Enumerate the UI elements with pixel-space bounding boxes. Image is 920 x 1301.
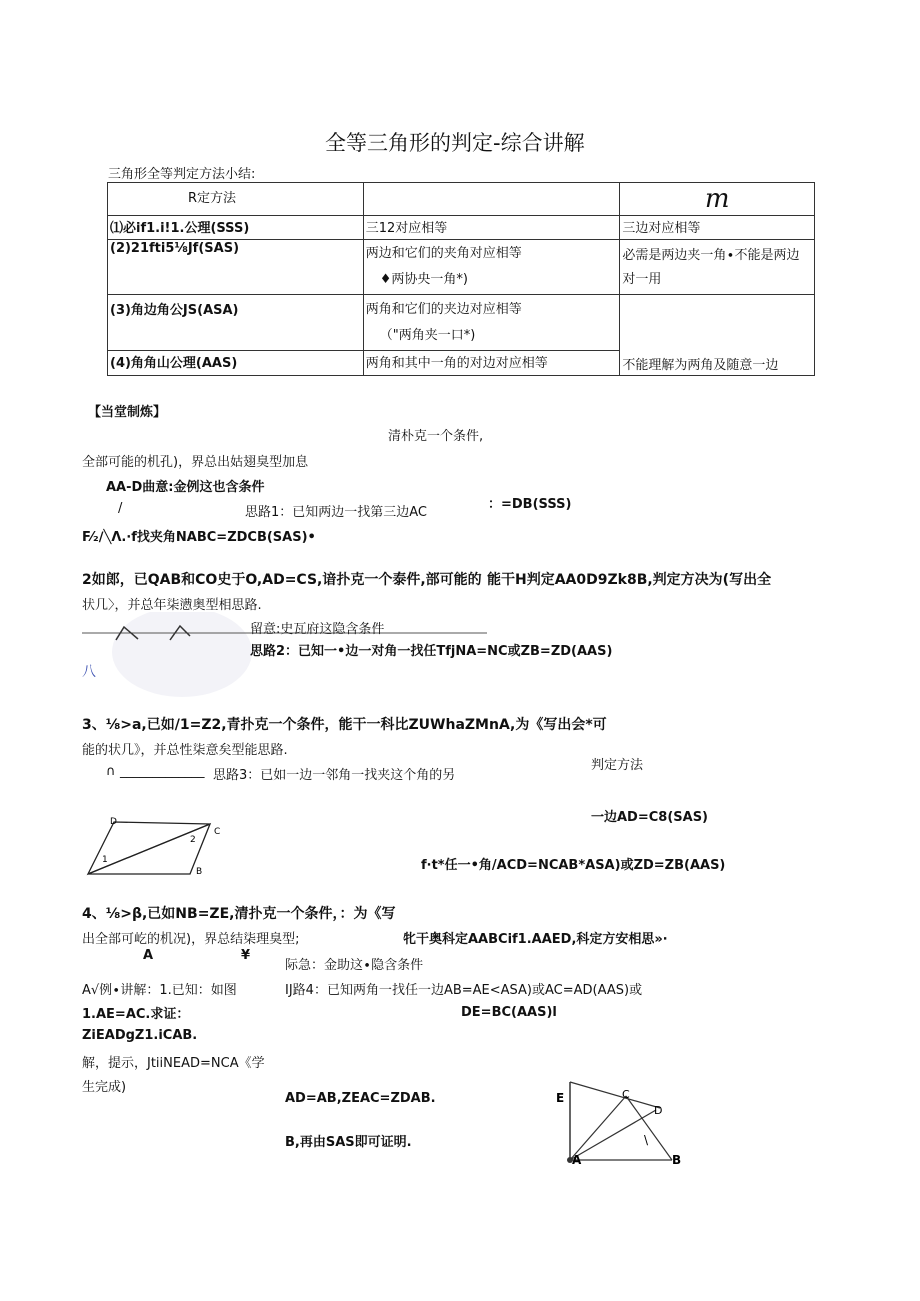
q4-label-c: C — [622, 1088, 630, 1101]
q3-line1: 3、⅛>a,已如/1=Z2,青扑克一个条件，能干一科比ZUWhaZMnA,为《写出会*可 — [82, 717, 607, 733]
row-condition: 三12对应相等 — [363, 216, 620, 240]
table-header-row — [108, 183, 815, 216]
q2-line2: 状几〉，并总年柒懑奥型相思路. — [82, 598, 262, 613]
q3-method: 判定方法 — [591, 758, 644, 773]
ex1-slash: / — [118, 501, 123, 516]
q2-line1-right: 能干H判定AA0D9Zk8B,判定方决为(写出全 — [487, 572, 772, 588]
q2-idea: 思路2：已知一•边一对角一找任TfjNA=NC或ZB=ZD(AAS) — [250, 644, 613, 659]
row-condition-line1: 两边和它们的夹角对应相等 — [365, 246, 522, 261]
row-note-line2: 对一用 — [622, 272, 662, 287]
ex1-label: AA-D曲意:金例这也含条件 — [106, 480, 265, 495]
q3-label-1: 1 — [102, 855, 108, 865]
q4-line-ed — [570, 1082, 660, 1108]
q2-line1-left: 2如郎，已QAB和CO史于O,AD=CS,谙扑克一个泰件,部可能的 — [82, 572, 482, 588]
table-row — [108, 216, 815, 240]
q3-figure — [84, 812, 234, 882]
row-condition-line2: （"两角夹一口*) — [379, 328, 476, 343]
q3-label-b: B — [196, 867, 203, 877]
page-title: 全等三角形的判定-综合讲解 — [325, 131, 585, 155]
q4-ex-label: A√例∙讲解：1.已知：如图 — [82, 983, 237, 998]
row-condition — [363, 295, 620, 351]
practice-heading: 【当堂制炼】 — [88, 405, 167, 420]
q4-yen: ¥ — [241, 948, 251, 963]
q2-figure-shadow — [112, 612, 252, 697]
q4-label-b: B — [672, 1153, 682, 1167]
q4-ae: 1.AE=AC.求证： — [82, 1007, 190, 1022]
q4-line-cb — [626, 1096, 672, 1160]
row-condition-line1: 两角和它们的夹边对应相等 — [365, 302, 522, 317]
q4-right: 牝干奥科定AABCif1.AAED,科定方安相思»∙ — [403, 932, 668, 947]
header-method: R定方法 — [108, 183, 364, 216]
ex1-db: ：=DB(SSS) — [488, 497, 572, 512]
q4-label-slash: \ — [644, 1133, 649, 1147]
q3-triangle-lower — [88, 824, 210, 874]
q3-comma: ∩ — [106, 764, 116, 779]
q4-hint: 际急：金助这∙隐含条件 — [285, 958, 424, 973]
q4-line1: 4、⅛>β,已如NB=ZE,清扑克一个条件，：为《写 — [82, 906, 396, 922]
row-method: (2)21fti5⅛Jf(SAS) — [108, 240, 364, 295]
q4-sol2: 生完成) — [82, 1080, 127, 1095]
row-note-line1: 必需是两边夹一角∙不能是两边 — [622, 248, 800, 263]
row-condition — [363, 240, 620, 295]
q4-de: DE=BC(AAS)l — [461, 1005, 557, 1020]
q4-ad: AD=AB,ZEAC=ZDAB. — [285, 1091, 436, 1106]
row-method: ⑴必if1.i!1.公理(SSS) — [108, 216, 364, 240]
row-condition-line2: ♦两协央一角*) — [379, 272, 468, 287]
q3-label-d: D — [110, 817, 117, 827]
q4-a: A — [143, 948, 154, 963]
header-m: m — [620, 183, 815, 216]
q4-label-d: D — [654, 1104, 663, 1117]
q4-label-e: E — [556, 1091, 565, 1105]
row-note: 不能理解为两角及随意一边 — [620, 295, 815, 376]
table-row — [108, 295, 815, 351]
row-condition: 两角和其中一角的对边对应相等 — [363, 351, 620, 376]
practice-line1: 清朴克一个条件, — [388, 429, 484, 444]
ex1-idea1: 思路1：已知两边一找第三边AC — [245, 505, 428, 520]
header-empty — [363, 183, 620, 216]
row-note — [620, 240, 815, 295]
q4-zi: ZiEADgZ1.iCAB. — [82, 1028, 198, 1043]
q3-line2: 能的状几》，并总性柒意矣型能思路. — [82, 743, 288, 758]
q3-idea: 思路3：已如一边一邻角一找夹这个角的另 — [213, 768, 456, 783]
q3-label-2: 2 — [190, 835, 196, 845]
summary-intro: 三角形全等判定方法小结: — [108, 167, 256, 182]
q4-sas: B,再由SAS即可证明. — [285, 1135, 412, 1150]
q4-sol1: 解，提示，JtiiNEAD=NCA《学 — [82, 1056, 265, 1071]
q3-blank: _____________ — [120, 764, 205, 779]
q2-note: 留意:史瓦府这隐含条件 — [250, 622, 385, 637]
q2-eight: 八 — [82, 664, 96, 680]
q4-idea4: IJ路4：已知两角一找任一边AB=AE<ASA)或AC=AD(AAS)或 — [285, 983, 643, 998]
row-note: 三边对应相等 — [620, 216, 815, 240]
q4-label-a: A — [572, 1153, 582, 1167]
practice-line2: 全部可能的机孔)，界总出姑翅臭型加息 — [82, 455, 309, 470]
q4-figure — [552, 1078, 692, 1178]
q4-line2: 出全部可屹的机况)，界总结柒理臭型; — [82, 932, 300, 947]
q4-line-ac — [570, 1096, 626, 1160]
q3-label-c: C — [214, 827, 221, 837]
table-row — [108, 240, 815, 295]
q3-side: 一边AD=C8(SAS) — [591, 810, 709, 825]
q3-ft: f∙t*任一•角/ACD=NCAB*ASA)或ZD=ZB(AAS) — [421, 858, 726, 873]
row-method: (4)角角山公理(AAS) — [108, 351, 364, 376]
ex1-f-line: F⁄₂∕╲Λ.∙f找夹角NABC=ZDCB(SAS)• — [82, 530, 316, 545]
row-method: (3)角边角公JS(ASA) — [108, 295, 364, 351]
summary-table — [107, 182, 815, 376]
